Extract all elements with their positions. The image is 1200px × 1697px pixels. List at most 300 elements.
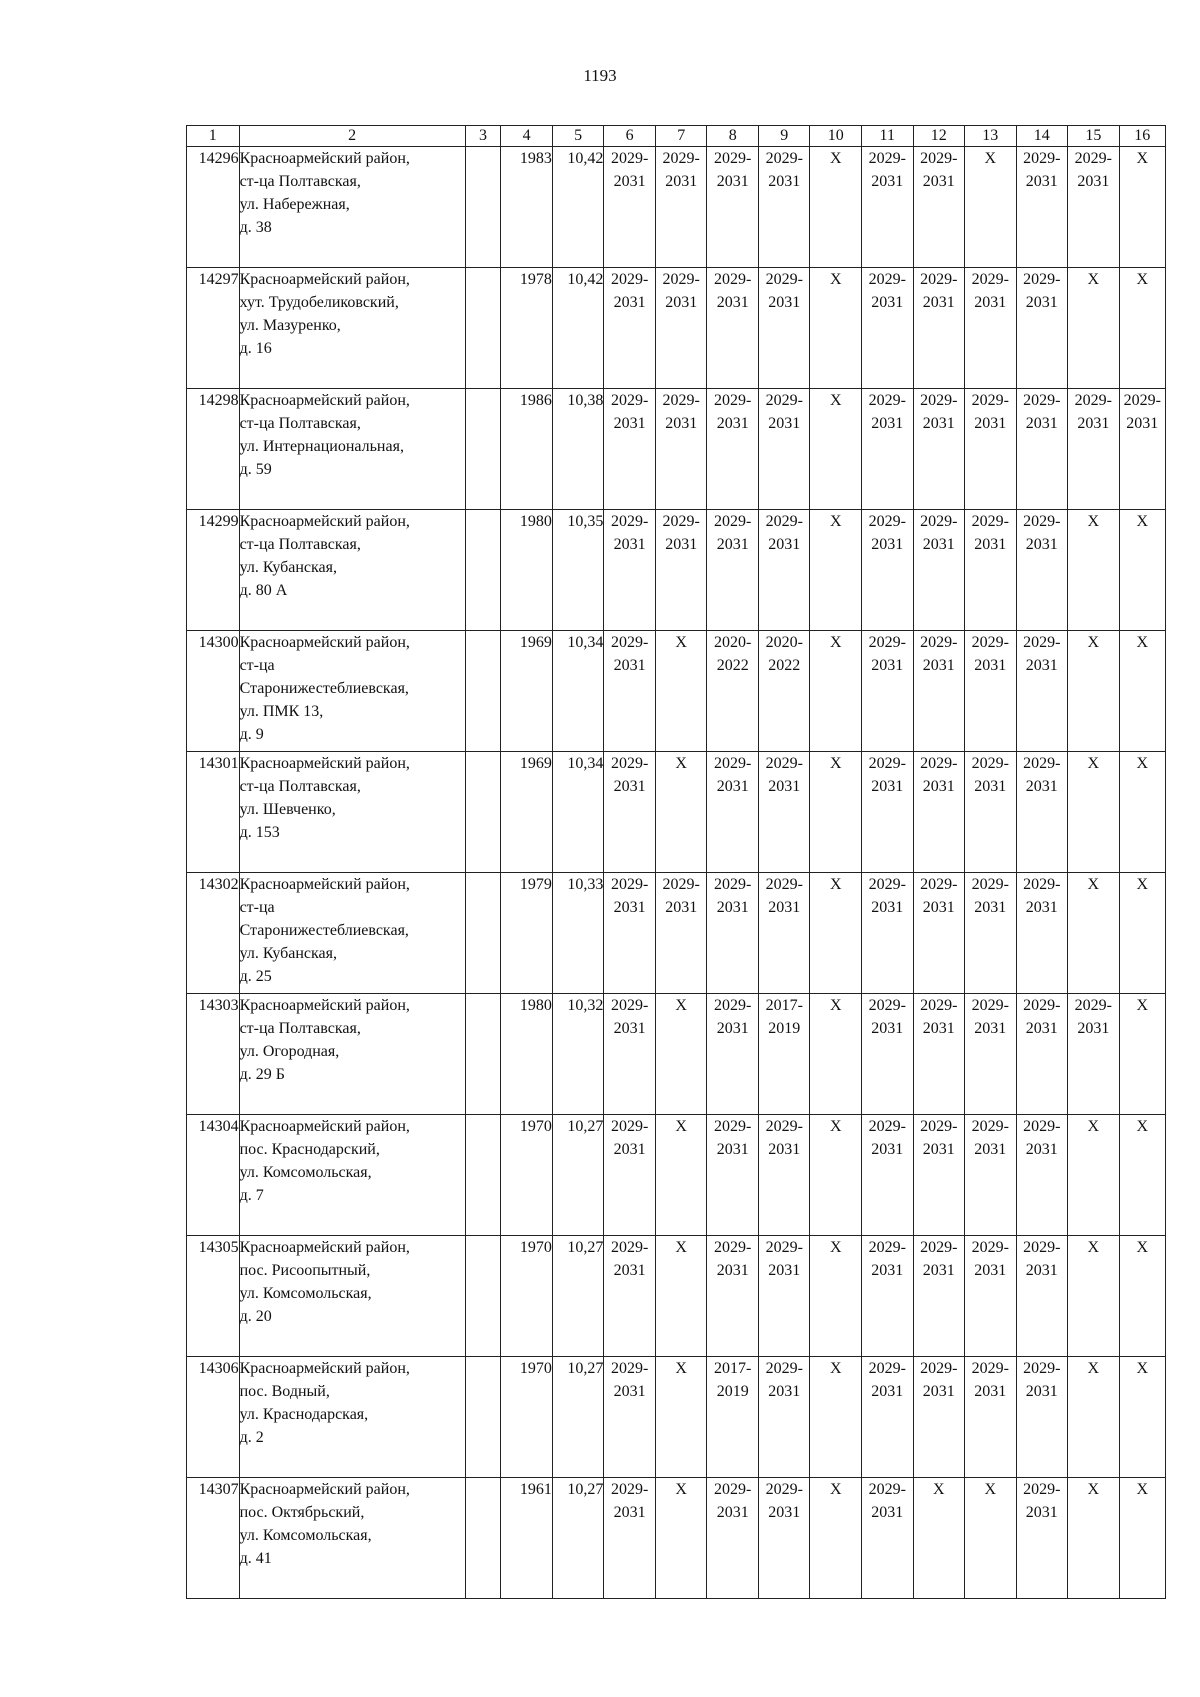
cell-line: Х bbox=[1087, 513, 1100, 530]
cell-line: 2031 bbox=[1077, 173, 1110, 190]
period-cell-c15 bbox=[1068, 994, 1120, 1115]
column-header: 11 bbox=[862, 126, 914, 147]
cell-line: 2031 bbox=[613, 415, 646, 432]
row-number: 14303 bbox=[187, 994, 240, 1115]
table-row bbox=[187, 268, 1166, 389]
row-number: 14305 bbox=[187, 1236, 240, 1357]
cell-line: 2029- bbox=[920, 997, 958, 1014]
cell-line: 2031 bbox=[871, 173, 904, 190]
cell-line: д. 80 А bbox=[239, 582, 288, 599]
period-cell-c16 bbox=[1119, 631, 1165, 752]
cell-line: 2031 bbox=[1077, 415, 1110, 432]
cell-line: 2029- bbox=[714, 876, 752, 893]
period-cell-c16 bbox=[1119, 752, 1165, 873]
year-built-cell: 1970 bbox=[501, 1357, 553, 1478]
cell-line: 2031 bbox=[871, 1020, 904, 1037]
period-cell-c16 bbox=[1119, 389, 1165, 510]
cell-line: 2031 bbox=[768, 415, 801, 432]
cell-line: Х bbox=[1087, 1360, 1100, 1377]
period-cell-c7 bbox=[655, 873, 707, 994]
cell-line: 2029- bbox=[611, 1239, 649, 1256]
cell-line: 2031 bbox=[871, 294, 904, 311]
cell-line: 2031 bbox=[871, 415, 904, 432]
period-cell-c15 bbox=[1068, 268, 1120, 389]
cell-line: 2031 bbox=[716, 1262, 749, 1279]
cell-line: 2020- bbox=[765, 634, 803, 651]
cell-line: 2031 bbox=[871, 1141, 904, 1158]
year-built-cell: 1970 bbox=[501, 1236, 553, 1357]
cell-line: Х bbox=[675, 755, 687, 772]
cell-line: Х bbox=[829, 150, 842, 167]
column-header: 7 bbox=[655, 126, 707, 147]
cell-line: Х bbox=[829, 634, 842, 651]
cell-line: 2029- bbox=[868, 1118, 906, 1135]
cell-line: ул. Набережная, bbox=[239, 196, 350, 213]
value-cell: 10,42 bbox=[552, 147, 604, 268]
cell-line: ул. Кубанская, bbox=[239, 945, 337, 962]
cell-line: хут. Трудобеликовский, bbox=[239, 294, 399, 311]
period-cell-c14 bbox=[1016, 752, 1068, 873]
column-3-cell bbox=[465, 147, 501, 268]
cell-line: 2031 bbox=[871, 1383, 904, 1400]
cell-line: Красноармейский район, bbox=[239, 1239, 410, 1256]
column-header: 10 bbox=[810, 126, 862, 147]
value-cell: 10,27 bbox=[552, 1236, 604, 1357]
column-3-cell bbox=[465, 510, 501, 631]
row-number: 14297 bbox=[187, 268, 240, 389]
cell-line: 2029- bbox=[714, 997, 752, 1014]
period-cell-c11 bbox=[862, 1478, 914, 1599]
column-header: 6 bbox=[604, 126, 656, 147]
cell-line: 2029- bbox=[868, 997, 906, 1014]
cell-line: д. 29 Б bbox=[239, 1066, 285, 1083]
period-cell-c7 bbox=[655, 268, 707, 389]
cell-line: ст-ца bbox=[239, 899, 275, 916]
cell-line: Х bbox=[1136, 1360, 1149, 1377]
period-cell-c8 bbox=[707, 1478, 759, 1599]
cell-line: 2029- bbox=[868, 150, 906, 167]
period-cell-c10 bbox=[810, 1357, 862, 1478]
cell-line: 2029- bbox=[1023, 1360, 1061, 1377]
cell-line: Х bbox=[1087, 1481, 1100, 1498]
period-cell-c9 bbox=[758, 389, 810, 510]
period-cell-c8 bbox=[707, 1236, 759, 1357]
cell-line: ул. Комсомольская, bbox=[239, 1285, 372, 1302]
period-cell-c12 bbox=[913, 510, 965, 631]
cell-line: 2029- bbox=[920, 271, 958, 288]
period-cell-c7 bbox=[655, 147, 707, 268]
period-cell-c8 bbox=[707, 147, 759, 268]
period-cell-c15 bbox=[1068, 1478, 1120, 1599]
cell-line: 2031 bbox=[974, 778, 1007, 795]
cell-line: пос. Краснодарский, bbox=[239, 1141, 380, 1158]
cell-line: 2031 bbox=[613, 1020, 646, 1037]
cell-line: д. 7 bbox=[239, 1187, 264, 1204]
cell-line: Красноармейский район, bbox=[239, 150, 410, 167]
cell-line: ст-ца bbox=[239, 657, 275, 674]
cell-line: 2029- bbox=[765, 1118, 803, 1135]
row-number: 14304 bbox=[187, 1115, 240, 1236]
cell-line: 2029- bbox=[1023, 1481, 1061, 1498]
cell-line: 2031 bbox=[974, 294, 1007, 311]
cell-line: 2031 bbox=[613, 1141, 646, 1158]
cell-line: ул. Шевченко, bbox=[239, 801, 336, 818]
period-cell-c16 bbox=[1119, 1115, 1165, 1236]
cell-line: 2031 bbox=[613, 899, 646, 916]
period-cell-c16 bbox=[1119, 510, 1165, 631]
period-cell-c15 bbox=[1068, 389, 1120, 510]
cell-line: 2029- bbox=[920, 1360, 958, 1377]
cell-line: 2029- bbox=[920, 1239, 958, 1256]
cell-line: Х bbox=[675, 1118, 687, 1135]
period-cell-c9 bbox=[758, 994, 810, 1115]
period-cell-c13 bbox=[965, 389, 1017, 510]
cell-line: 2031 bbox=[768, 173, 801, 190]
cell-line: 2029- bbox=[1074, 997, 1112, 1014]
period-cell-c12 bbox=[913, 752, 965, 873]
cell-line: Х bbox=[1136, 1239, 1149, 1256]
cell-line: Х bbox=[829, 271, 842, 288]
cell-line: 2029- bbox=[920, 876, 958, 893]
cell-line: 2029- bbox=[611, 271, 649, 288]
cell-line: 2017- bbox=[765, 997, 803, 1014]
cell-line: 2029- bbox=[765, 150, 803, 167]
cell-line: 2031 bbox=[716, 1504, 749, 1521]
row-number: 14296 bbox=[187, 147, 240, 268]
period-cell-c15 bbox=[1068, 1236, 1120, 1357]
period-cell-c12 bbox=[913, 1115, 965, 1236]
cell-line: Х bbox=[675, 634, 687, 651]
period-cell-c12 bbox=[913, 147, 965, 268]
period-cell-c10 bbox=[810, 873, 862, 994]
cell-line: 2029- bbox=[714, 1481, 752, 1498]
column-header: 8 bbox=[707, 126, 759, 147]
period-cell-c13 bbox=[965, 268, 1017, 389]
period-cell-c14 bbox=[1016, 873, 1068, 994]
row-number: 14302 bbox=[187, 873, 240, 994]
cell-line: 2031 bbox=[1025, 899, 1058, 916]
cell-line: 2031 bbox=[1025, 536, 1058, 553]
year-built-cell: 1969 bbox=[501, 631, 553, 752]
period-cell-c10 bbox=[810, 147, 862, 268]
cell-line: 2029- bbox=[868, 271, 906, 288]
cell-line: Х bbox=[984, 1481, 997, 1498]
column-3-cell bbox=[465, 1236, 501, 1357]
cell-line: 2019 bbox=[768, 1020, 801, 1037]
column-header: 1 bbox=[187, 126, 240, 147]
address-cell bbox=[239, 994, 465, 1115]
cell-line: 2029- bbox=[714, 392, 752, 409]
period-cell-c8 bbox=[707, 1357, 759, 1478]
period-cell-c9 bbox=[758, 510, 810, 631]
cell-line: 2031 bbox=[1025, 1383, 1058, 1400]
row-number: 14299 bbox=[187, 510, 240, 631]
cell-line: Х bbox=[829, 392, 842, 409]
column-3-cell bbox=[465, 631, 501, 752]
cell-line: 2031 bbox=[871, 778, 904, 795]
cell-line: Х bbox=[675, 1481, 687, 1498]
column-header: 2 bbox=[239, 126, 465, 147]
column-3-cell bbox=[465, 1357, 501, 1478]
cell-line: Х bbox=[984, 150, 997, 167]
cell-line: Х bbox=[829, 1239, 842, 1256]
cell-line: Красноармейский район, bbox=[239, 513, 410, 530]
period-cell-c16 bbox=[1119, 1236, 1165, 1357]
cell-line: Х bbox=[829, 755, 842, 772]
cell-line: 2031 bbox=[1025, 173, 1058, 190]
address-cell bbox=[239, 510, 465, 631]
cell-line: Х bbox=[1087, 876, 1100, 893]
cell-line: Х bbox=[1136, 755, 1149, 772]
cell-line: 2031 bbox=[768, 778, 801, 795]
period-cell-c11 bbox=[862, 752, 914, 873]
period-cell-c9 bbox=[758, 752, 810, 873]
period-cell-c7 bbox=[655, 1357, 707, 1478]
period-cell-c9 bbox=[758, 631, 810, 752]
period-cell-c10 bbox=[810, 510, 862, 631]
cell-line: пос. Октябрьский, bbox=[239, 1504, 365, 1521]
cell-line: 2031 bbox=[768, 899, 801, 916]
column-3-cell bbox=[465, 1478, 501, 1599]
address-cell bbox=[239, 1236, 465, 1357]
period-cell-c9 bbox=[758, 268, 810, 389]
row-number: 14307 bbox=[187, 1478, 240, 1599]
period-cell-c7 bbox=[655, 1236, 707, 1357]
period-cell-c7 bbox=[655, 631, 707, 752]
period-cell-c12 bbox=[913, 1236, 965, 1357]
period-cell-c10 bbox=[810, 1115, 862, 1236]
period-cell-c8 bbox=[707, 510, 759, 631]
period-cell-c13 bbox=[965, 994, 1017, 1115]
column-header: 5 bbox=[552, 126, 604, 147]
period-cell-c12 bbox=[913, 389, 965, 510]
cell-line: 2029- bbox=[920, 150, 958, 167]
cell-line: 2031 bbox=[1025, 1141, 1058, 1158]
cell-line: Х bbox=[1136, 271, 1149, 288]
period-cell-c8 bbox=[707, 752, 759, 873]
cell-line: Х bbox=[675, 1239, 687, 1256]
period-cell-c6 bbox=[604, 389, 656, 510]
cell-line: 2031 bbox=[716, 1141, 749, 1158]
cell-line: 2031 bbox=[1025, 294, 1058, 311]
cell-line: д. 25 bbox=[239, 968, 272, 985]
cell-line: 2029- bbox=[1023, 271, 1061, 288]
cell-line: 2029- bbox=[1023, 755, 1061, 772]
cell-line: 2031 bbox=[613, 173, 646, 190]
column-header: 4 bbox=[501, 126, 553, 147]
cell-line: 2029- bbox=[662, 392, 700, 409]
row-number: 14306 bbox=[187, 1357, 240, 1478]
cell-line: ул. Мазуренко, bbox=[239, 317, 341, 334]
cell-line: 2031 bbox=[613, 778, 646, 795]
cell-line: 2029- bbox=[868, 1360, 906, 1377]
period-cell-c13 bbox=[965, 873, 1017, 994]
cell-line: ул. Краснодарская, bbox=[239, 1406, 369, 1423]
cell-line: Х bbox=[1136, 150, 1149, 167]
cell-line: Х bbox=[1087, 755, 1100, 772]
cell-line: 2031 bbox=[922, 1262, 955, 1279]
period-cell-c6 bbox=[604, 752, 656, 873]
period-cell-c8 bbox=[707, 389, 759, 510]
period-cell-c16 bbox=[1119, 268, 1165, 389]
cell-line: 2031 bbox=[922, 294, 955, 311]
cell-line: 2029- bbox=[611, 876, 649, 893]
cell-line: 2031 bbox=[665, 173, 698, 190]
period-cell-c15 bbox=[1068, 1357, 1120, 1478]
column-3-cell bbox=[465, 994, 501, 1115]
period-cell-c14 bbox=[1016, 268, 1068, 389]
column-3-cell bbox=[465, 752, 501, 873]
period-cell-c11 bbox=[862, 1115, 914, 1236]
year-built-cell: 1961 bbox=[501, 1478, 553, 1599]
period-cell-c6 bbox=[604, 631, 656, 752]
cell-line: 2029- bbox=[920, 513, 958, 530]
cell-line: 2031 bbox=[665, 536, 698, 553]
year-built-cell: 1983 bbox=[501, 147, 553, 268]
cell-line: 2029- bbox=[868, 513, 906, 530]
cell-line: 2031 bbox=[716, 173, 749, 190]
cell-line: Х bbox=[675, 997, 687, 1014]
cell-line: д. 16 bbox=[239, 340, 272, 357]
column-3-cell bbox=[465, 389, 501, 510]
cell-line: 2031 bbox=[768, 294, 801, 311]
address-cell bbox=[239, 1357, 465, 1478]
period-cell-c14 bbox=[1016, 1236, 1068, 1357]
cell-line: ул. Комсомольская, bbox=[239, 1527, 372, 1544]
period-cell-c7 bbox=[655, 994, 707, 1115]
cell-line: 2029- bbox=[920, 392, 958, 409]
period-cell-c10 bbox=[810, 1478, 862, 1599]
cell-line: пос. Водный, bbox=[239, 1383, 330, 1400]
address-cell bbox=[239, 1478, 465, 1599]
cell-line: 2029- bbox=[611, 755, 649, 772]
period-cell-c10 bbox=[810, 994, 862, 1115]
column-header: 13 bbox=[965, 126, 1017, 147]
period-cell-c16 bbox=[1119, 1357, 1165, 1478]
cell-line: 2031 bbox=[871, 1262, 904, 1279]
address-cell bbox=[239, 873, 465, 994]
cell-line: 2031 bbox=[768, 1504, 801, 1521]
cell-line: 2029- bbox=[971, 755, 1009, 772]
cell-line: ст-ца Полтавская, bbox=[239, 778, 361, 795]
period-cell-c16 bbox=[1119, 873, 1165, 994]
cell-line: Старонижестеблиевская, bbox=[239, 922, 409, 939]
cell-line: д. 153 bbox=[239, 824, 280, 841]
cell-line: ст-ца Полтавская, bbox=[239, 536, 361, 553]
cell-line: д. 2 bbox=[239, 1429, 264, 1446]
cell-line: 2029- bbox=[662, 876, 700, 893]
cell-line: Х bbox=[932, 1481, 945, 1498]
cell-line: 2031 bbox=[716, 778, 749, 795]
period-cell-c8 bbox=[707, 631, 759, 752]
cell-line: 2029- bbox=[611, 392, 649, 409]
value-cell: 10,27 bbox=[552, 1357, 604, 1478]
cell-line: Х bbox=[829, 876, 842, 893]
period-cell-c8 bbox=[707, 873, 759, 994]
period-cell-c7 bbox=[655, 510, 707, 631]
period-cell-c15 bbox=[1068, 1115, 1120, 1236]
value-cell: 10,35 bbox=[552, 510, 604, 631]
cell-line: Х bbox=[829, 1360, 842, 1377]
value-cell: 10,33 bbox=[552, 873, 604, 994]
period-cell-c7 bbox=[655, 752, 707, 873]
cell-line: 2031 bbox=[716, 1020, 749, 1037]
period-cell-c10 bbox=[810, 631, 862, 752]
cell-line: 2031 bbox=[1077, 1020, 1110, 1037]
cell-line: ул. Интернациональная, bbox=[239, 438, 404, 455]
period-cell-c12 bbox=[913, 873, 965, 994]
cell-line: 2029- bbox=[1023, 513, 1061, 530]
cell-line: пос. Рисоопытный, bbox=[239, 1262, 371, 1279]
cell-line: 2031 bbox=[768, 1141, 801, 1158]
cell-line: 2031 bbox=[768, 1262, 801, 1279]
year-built-cell: 1980 bbox=[501, 510, 553, 631]
cell-line: 2029- bbox=[971, 1360, 1009, 1377]
cell-line: Х bbox=[829, 1481, 842, 1498]
cell-line: 2029- bbox=[1023, 876, 1061, 893]
period-cell-c11 bbox=[862, 873, 914, 994]
period-cell-c6 bbox=[604, 268, 656, 389]
period-cell-c15 bbox=[1068, 147, 1120, 268]
cell-line: 2031 bbox=[665, 294, 698, 311]
column-number-row bbox=[187, 126, 1166, 147]
address-cell bbox=[239, 752, 465, 873]
period-cell-c8 bbox=[707, 1115, 759, 1236]
cell-line: Красноармейский район, bbox=[239, 876, 410, 893]
cell-line: Красноармейский район, bbox=[239, 997, 410, 1014]
cell-line: Х bbox=[1087, 1239, 1100, 1256]
address-cell bbox=[239, 268, 465, 389]
cell-line: ул. Огородная, bbox=[239, 1043, 340, 1060]
cell-line: Старонижестеблиевская, bbox=[239, 680, 409, 697]
cell-line: 2029- bbox=[1023, 1118, 1061, 1135]
cell-line: 2031 bbox=[922, 1141, 955, 1158]
period-cell-c13 bbox=[965, 147, 1017, 268]
period-cell-c11 bbox=[862, 994, 914, 1115]
cell-line: 2029- bbox=[611, 1360, 649, 1377]
period-cell-c16 bbox=[1119, 994, 1165, 1115]
table-row bbox=[187, 147, 1166, 268]
cell-line: 2031 bbox=[974, 1020, 1007, 1037]
cell-line: ул. Комсомольская, bbox=[239, 1164, 372, 1181]
period-cell-c12 bbox=[913, 1478, 965, 1599]
cell-line: д. 38 bbox=[239, 219, 272, 236]
cell-line: Х bbox=[1087, 634, 1100, 651]
value-cell: 10,34 bbox=[552, 631, 604, 752]
cell-line: 2031 bbox=[665, 899, 698, 916]
cell-line: 2029- bbox=[765, 1239, 803, 1256]
column-header: 14 bbox=[1016, 126, 1068, 147]
cell-line: 2029- bbox=[662, 513, 700, 530]
column-header: 15 bbox=[1068, 126, 1120, 147]
cell-line: 2031 bbox=[1025, 1504, 1058, 1521]
column-3-cell bbox=[465, 268, 501, 389]
cell-line: Х bbox=[1136, 997, 1149, 1014]
cell-line: 2029- bbox=[714, 271, 752, 288]
cell-line: 2020- bbox=[714, 634, 752, 651]
cell-line: 2029- bbox=[868, 1481, 906, 1498]
cell-line: 2031 bbox=[613, 294, 646, 311]
cell-line: 2029- bbox=[971, 997, 1009, 1014]
cell-line: 2029- bbox=[1074, 392, 1112, 409]
cell-line: 2029- bbox=[1023, 150, 1061, 167]
cell-line: 2029- bbox=[611, 634, 649, 651]
cell-line: 2029- bbox=[611, 1481, 649, 1498]
cell-line: 2031 bbox=[1126, 415, 1159, 432]
period-cell-c13 bbox=[965, 1357, 1017, 1478]
period-cell-c6 bbox=[604, 1115, 656, 1236]
period-cell-c6 bbox=[604, 994, 656, 1115]
